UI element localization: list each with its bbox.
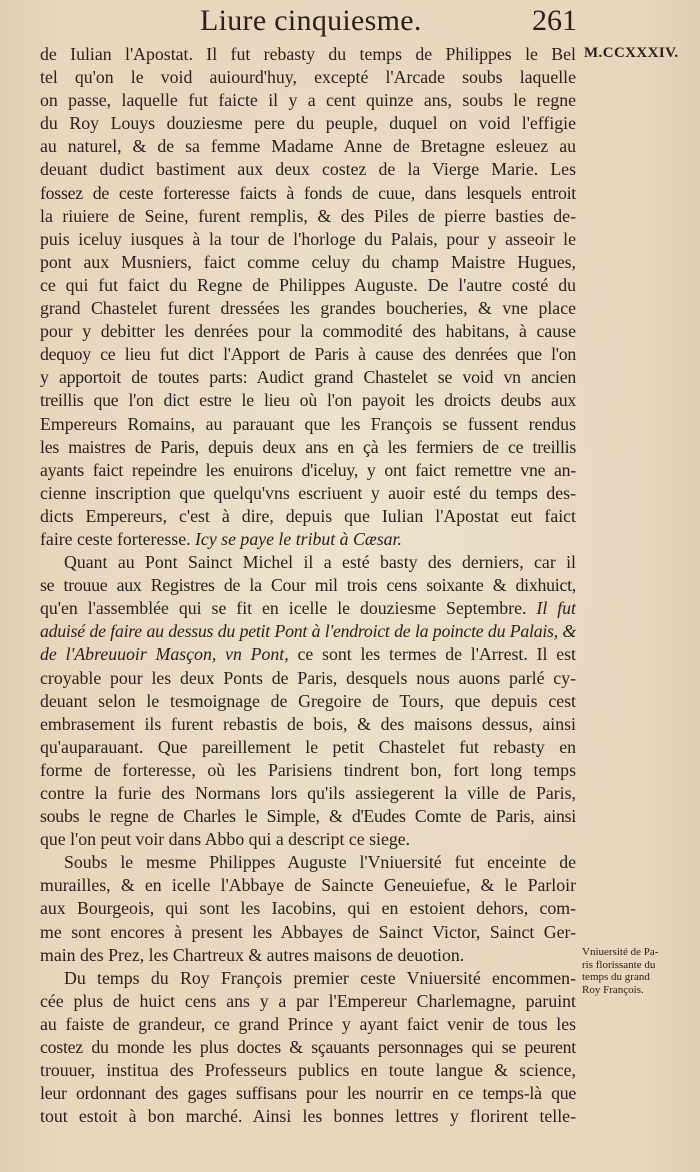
text-line: cée plus de huict cens ans y a par l'Empereur Charlemagne, paruint	[40, 990, 576, 1011]
text-line: se trouue aux Registres de la Cour mil trois cens soixante & dixhuict,	[40, 575, 576, 596]
text-line: dequoy ce lieu fut dict l'Apport de Paris à cause des denrées que l'on	[40, 344, 576, 365]
text-line: me sont encores à present les Abbayes de Sainct Victor, Sainct Ger-	[40, 921, 576, 942]
margin-note-line: temps du grand	[582, 971, 650, 984]
text-line: Quant au Pont Sainct Michel il a esté basty des derniers, car il	[64, 552, 576, 573]
text-line: grand Chastelet furent dressées les grandes boucheries, & vne place	[40, 298, 576, 319]
text-line	[40, 528, 576, 551]
text-line	[40, 643, 576, 666]
margin-year-reference: M.CCXXXIV.	[584, 45, 679, 61]
arrest-quote: de l'Abreuuoir Masçon, vn Pont,	[40, 644, 289, 665]
text-line: y apportoit de toutes parts: Audict grand Chastelet se void vn ancien	[40, 367, 576, 388]
text-line: pont aux Musniers, faict comme celuy du champ Maistre Hugues,	[40, 251, 576, 272]
margin-note-line: ris florissante du	[582, 958, 656, 971]
body-text	[40, 43, 576, 1128]
text-line: main des Prez, les Chartreux & autres maisons de deuotion.	[40, 944, 465, 965]
text-line: trouuer, institua des Professeurs publics en toute langue & science,	[40, 1060, 576, 1081]
page-number: 261	[532, 4, 577, 37]
text-line: au faiste de grandeur, ce grand Prince y ayant faict venir de tous les	[40, 1013, 576, 1034]
text-line: croyable pour les deux Ponts de Paris, desquels nous auons parlé cy-	[40, 667, 576, 688]
text-line: aux Bourgeois, qui sont les Iacobins, qui en estoient dehors, com-	[40, 898, 576, 919]
running-head	[0, 2, 700, 42]
text-line: fossez de ceste forteresse faicts à fonds de cuue, dans lesquels entroit	[40, 182, 576, 203]
text-line	[40, 597, 576, 620]
text-line: pour y debitter les denrées pour la commodité des habitans, à cause	[40, 321, 576, 342]
text-line: Soubs le mesme Philippes Auguste l'Vniuersité fut enceinte de	[64, 852, 576, 873]
margin-note-line: Vniuersité de Pa-	[582, 946, 659, 958]
text-line: soubs le regne de Charles le Simple, & d'Eudes Comte de Paris, ainsi	[40, 806, 576, 827]
text-line: murailles, & en icelle l'Abbaye de Saincte Geneuiefue, & le Parloir	[40, 875, 576, 896]
text-line: la riuiere de Seine, furent remplis, & des Piles de pierre basties de-	[40, 205, 576, 226]
text-line-part: faire ceste forteresse.	[40, 528, 191, 549]
margin-note-line: Roy François.	[582, 983, 644, 996]
text-line-part: ce sont les termes de l'Arrest. Il est	[297, 644, 576, 665]
text-line: cienne inscription que quelqu'vns escriuent y auoir esté du temps des-	[40, 482, 576, 503]
text-line: du Roy Louys douziesme pere du peuple, duquel on void l'effigie	[40, 113, 576, 134]
text-line: contre la furie des Normans lors qu'ils assiegerent la ville de Paris,	[40, 783, 576, 803]
text-line: deuant selon le tesmoignage de Gregoire de Tours, que depuis cest	[40, 690, 576, 711]
text-line: les maistres de Paris, depuis deux ans en çà les fermiers de ce treillis	[40, 436, 576, 457]
text-line: leur ordonnant des gages suffisans pour les nourrir en ce temps-là que	[40, 1083, 576, 1104]
text-line: embrasement ils furent rebastis de bois, & des maisons dessus, ainsi	[40, 713, 576, 734]
text-line: puis iceluy iusques à la tour de l'horloge du Palais, pour y asseoir le	[40, 228, 576, 249]
text-line: costez du monde les plus doctes & sçauants personnages qui se peurent	[40, 1037, 576, 1058]
text-line: au naturel, & de sa femme Madame Anne de Bretagne esleuez au	[40, 136, 576, 157]
text-line-part: qu'en l'assemblée qui se fit en icelle le douziesme Septembre.	[40, 598, 527, 619]
running-head-title: Liure cinquiesme.	[200, 4, 422, 37]
text-line: ayants faict repeindre les enuirons d'iceluy, y ont faict remettre vne an-	[40, 459, 576, 480]
text-line: tout estoit à bon marché. Ainsi les bonnes lettres y florirent telle-	[40, 1106, 576, 1127]
text-line: deuant dudict bastiment aux deux costez de la Vierge Marie. Les	[40, 159, 576, 180]
margin-note	[582, 946, 698, 996]
text-line: que l'on peut voir dans Abbo qui a descript ce siege.	[40, 829, 411, 850]
text-line: on passe, laquelle fut faicte il y a cent quinze ans, soubs le regne	[40, 90, 576, 111]
text-line: Du temps du Roy François premier ceste Vniuersité encommen-	[64, 967, 576, 988]
arrest-quote: Il fut	[536, 598, 576, 619]
text-line: de Iulian l'Apostat. Il fut rebasty du temps de Philippes le Bel	[40, 44, 576, 64]
inscription-quote: Icy se paye le tribut à Cæsar.	[195, 528, 402, 549]
text-line: qu'auparauant. Que pareillement le petit Chastelet fut rebasty en	[40, 736, 576, 757]
text-line: forme de forteresse, où les Parisiens tindrent bon, fort long temps	[40, 759, 576, 780]
text-line: treillis que l'on dict estre le lieu où l'on payoit les droicts deubs aux	[40, 390, 576, 411]
text-line: dicts Empereurs, c'est à dire, depuis que Iulian l'Apostat eut faict	[40, 505, 576, 526]
text-line: ce qui fut faict du Regne de Philippes Auguste. De l'autre costé du	[40, 274, 576, 295]
text-line: Empereurs Romains, au parauant que les François se fussent rendus	[40, 413, 576, 434]
arrest-quote-line: aduisé de faire au dessus du petit Pont à l'endroict de la poincte du Palais, &	[40, 621, 576, 642]
text-line: tel qu'on le void auiourd'huy, excepté l'Arcade soubs laquelle	[40, 67, 576, 88]
